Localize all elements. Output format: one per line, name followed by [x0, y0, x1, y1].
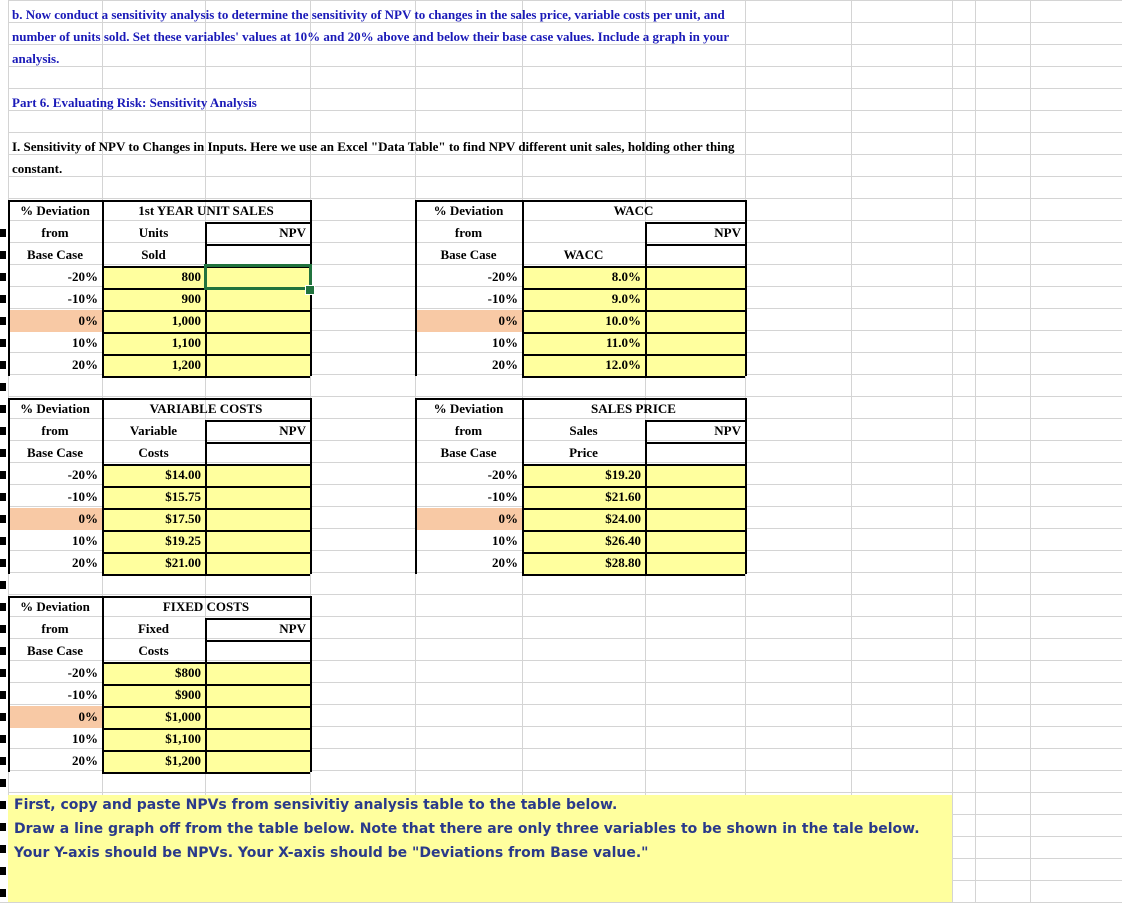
table-row-border — [102, 376, 310, 378]
unit_sales-input-cell: 1,100 — [171, 335, 201, 350]
grid-column-line — [952, 0, 953, 902]
unit_sales-title: 1st YEAR UNIT SALES — [138, 203, 274, 218]
note-line1: First, copy and paste NPVs from sensivitiy analysis table to the table below. — [14, 797, 618, 813]
grid-row-line — [0, 792, 1122, 793]
sales_price-title: SALES PRICE — [591, 401, 676, 416]
unit_sales-input-cell: 800 — [181, 269, 201, 284]
variable_costs-input-cell: $17.50 — [165, 511, 201, 526]
grid-row-line — [0, 66, 1122, 67]
row-number-stub — [0, 823, 6, 831]
table-row-border — [102, 772, 310, 774]
sales_price-input-cell: $24.00 — [605, 511, 641, 526]
instruction-note — [8, 795, 952, 902]
wacc-npv-cell[interactable] — [645, 266, 745, 288]
fixed_costs-npv-header: NPV — [279, 621, 306, 636]
deviation-cell: 20% — [492, 357, 518, 372]
fixed_costs-input-cell: $1,100 — [165, 731, 201, 746]
note-line3: Your Y-axis should be NPVs. Your X-axis should be "Deviations from Base value." — [14, 845, 649, 861]
fixed_costs-input-cell: $800 — [175, 665, 201, 680]
fixed_costs-npv-cell[interactable] — [205, 706, 310, 728]
deviation-cell: -10% — [487, 291, 518, 306]
row-number-stub — [0, 317, 6, 325]
wacc-input-cell: 11.0% — [605, 335, 641, 350]
wacc-input-cell: 10.0% — [605, 313, 641, 328]
row-number-stub — [0, 691, 6, 699]
table-border — [310, 398, 312, 574]
row-number-stub — [0, 471, 6, 479]
deviation-cell: 0% — [498, 511, 518, 526]
fixed_costs-npv-cell[interactable] — [205, 750, 310, 772]
sales_price-input-cell: $21.60 — [605, 489, 641, 504]
sales_price-pct-deviation-label: % Deviation — [433, 401, 504, 416]
sales_price-npv-header: NPV — [714, 423, 741, 438]
sales_price-input-cell: $26.40 — [605, 533, 641, 548]
row-number-stub — [0, 537, 6, 545]
sales_price-input-cell: $28.80 — [605, 555, 641, 570]
row-number-stub — [0, 361, 6, 369]
table-inner-border — [645, 442, 745, 444]
variable_costs-from-label: from — [41, 423, 69, 438]
unit_sales-input-cell: 900 — [181, 291, 201, 306]
table-border — [310, 596, 312, 772]
sales_price-base-case-label: Base Case — [440, 445, 497, 460]
unit_sales-input-cell: 1,000 — [171, 313, 201, 328]
row-number-stub — [0, 845, 6, 853]
grid-column-line — [1030, 0, 1031, 902]
grid-row-line — [0, 198, 1122, 199]
table-inner-border — [205, 442, 310, 444]
deviation-cell: 0% — [78, 511, 98, 526]
grid-row-line — [0, 0, 1122, 1]
sales_price-header-line2: Price — [569, 445, 598, 460]
deviation-cell: -10% — [487, 489, 518, 504]
deviation-cell: -10% — [67, 687, 98, 702]
deviation-cell: -20% — [487, 269, 518, 284]
grid-row-line — [0, 396, 1122, 397]
wacc-pct-deviation-label: % Deviation — [433, 203, 504, 218]
section-i-line2: constant. — [12, 161, 63, 176]
deviation-cell: 20% — [72, 753, 98, 768]
row-number-stub — [0, 251, 6, 259]
row-number-stub — [0, 581, 6, 589]
deviation-cell: -10% — [67, 489, 98, 504]
variable_costs-input-cell: $19.25 — [165, 533, 201, 548]
fixed_costs-base-case-label: Base Case — [27, 643, 83, 658]
grid-column-line — [851, 0, 852, 902]
variable_costs-header-line1: Variable — [129, 423, 178, 438]
row-number-stub — [0, 515, 6, 523]
variable_costs-npv-cell[interactable] — [205, 552, 310, 574]
deviation-cell: -20% — [67, 269, 98, 284]
grid-row-line — [0, 132, 1122, 133]
deviation-cell: -20% — [487, 467, 518, 482]
row-number-stub — [0, 295, 6, 303]
deviation-cell: 10% — [72, 533, 98, 548]
section-i-line1: I. Sensitivity of NPV to Changes in Inputs. Here we use an Excel "Data Table" to find NPV different unit sales, holding other thing — [12, 139, 735, 154]
sales_price-npv-cell[interactable] — [645, 486, 745, 508]
note-line2: Draw a line graph off from the table below. Note that there are only three variables to be shown in the tale below. — [14, 821, 920, 837]
deviation-cell: 0% — [78, 709, 98, 724]
fixed_costs-input-cell: $1,000 — [165, 709, 201, 724]
variable_costs-npv-cell[interactable] — [205, 530, 310, 552]
wacc-npv-cell[interactable] — [645, 310, 745, 332]
row-number-stub — [0, 339, 6, 347]
grid-column-line — [975, 0, 976, 902]
question-b-line2: number of units sold. Set these variables' values at 10% and 20% above and below their base case values. Include a graph in your — [12, 29, 730, 44]
row-number-stub — [0, 889, 6, 897]
fixed_costs-title: FIXED COSTS — [162, 599, 250, 614]
variable_costs-input-cell: $21.00 — [165, 555, 201, 570]
deviation-cell: 20% — [492, 555, 518, 570]
wacc-input-cell: 8.0% — [611, 269, 641, 284]
unit_sales-npv-cell[interactable] — [205, 288, 310, 310]
deviation-cell: 0% — [498, 313, 518, 328]
sales_price-header-line1: Sales — [569, 423, 598, 438]
wacc-npv-cell[interactable] — [645, 288, 745, 310]
unit_sales-npv-header: NPV — [279, 225, 306, 240]
variable_costs-npv-cell[interactable] — [205, 508, 310, 530]
unit_sales-header-line1: Units — [138, 225, 169, 240]
table-row-border — [522, 574, 745, 576]
fixed_costs-header-line2: Costs — [138, 643, 169, 658]
variable_costs-npv-cell[interactable] — [205, 464, 310, 486]
wacc-header-line2: WACC — [563, 247, 604, 262]
wacc-title: WACC — [613, 203, 654, 218]
deviation-cell: 10% — [72, 335, 98, 350]
part6-title: Part 6. Evaluating Risk: Sensitivity Analysis — [12, 95, 257, 110]
row-number-stub — [0, 405, 6, 413]
table-inner-border — [205, 244, 310, 246]
row-number-stub — [0, 757, 6, 765]
row-number-stub — [0, 867, 6, 875]
deviation-cell: 10% — [492, 533, 518, 548]
table-border — [745, 398, 747, 574]
row-number-stub — [0, 779, 6, 787]
table-row-border — [522, 376, 745, 378]
fixed_costs-pct-deviation-label: % Deviation — [20, 599, 90, 614]
sales_price-npv-cell[interactable] — [645, 530, 745, 552]
question-b-line1: b. Now conduct a sensitivity analysis to determine the sensitivity of NPV to changes in the sales price, variable costs per unit, and — [12, 7, 725, 22]
variable_costs-npv-cell[interactable] — [205, 486, 310, 508]
table-row-border — [102, 574, 310, 576]
variable_costs-pct-deviation-label: % Deviation — [20, 401, 90, 416]
row-number-stub — [0, 273, 6, 281]
sales_price-input-cell: $19.20 — [605, 467, 641, 482]
unit_sales-base-case-label: Base Case — [27, 247, 83, 262]
unit_sales-npv-cell[interactable] — [205, 354, 310, 376]
variable_costs-input-cell: $15.75 — [165, 489, 201, 504]
deviation-cell: -20% — [67, 665, 98, 680]
deviation-cell: -20% — [67, 467, 98, 482]
row-number-stub — [0, 647, 6, 655]
row-number-stub — [0, 625, 6, 633]
deviation-cell: 0% — [78, 313, 98, 328]
deviation-cell: 20% — [72, 555, 98, 570]
wacc-input-cell: 12.0% — [605, 357, 641, 372]
deviation-cell: 10% — [492, 335, 518, 350]
row-number-stub — [0, 713, 6, 721]
row-number-stub — [0, 493, 6, 501]
variable_costs-npv-header: NPV — [279, 423, 306, 438]
wacc-npv-cell[interactable] — [645, 332, 745, 354]
unit_sales-npv-cell[interactable] — [205, 332, 310, 354]
question-b-line3: analysis. — [12, 51, 60, 66]
wacc-npv-header: NPV — [714, 225, 741, 240]
row-number-stub — [0, 383, 6, 391]
fixed_costs-header-line1: Fixed — [137, 621, 170, 636]
sales_price-npv-cell[interactable] — [645, 464, 745, 486]
fixed_costs-npv-cell[interactable] — [205, 684, 310, 706]
active-cell-selection[interactable] — [204, 264, 312, 290]
row-number-stub — [0, 735, 6, 743]
fill-handle[interactable] — [305, 285, 315, 295]
row-number-stub — [0, 559, 6, 567]
fixed_costs-from-label: from — [41, 621, 69, 636]
deviation-cell: 10% — [72, 731, 98, 746]
grid-row-line — [0, 88, 1122, 89]
variable_costs-base-case-label: Base Case — [27, 445, 83, 460]
wacc-base-case-label: Base Case — [440, 247, 497, 262]
variable_costs-header-line2: Costs — [138, 445, 169, 460]
row-number-stub — [0, 449, 6, 457]
fixed_costs-npv-cell[interactable] — [205, 662, 310, 684]
row-number-stub — [0, 603, 6, 611]
variable_costs-title: VARIABLE COSTS — [149, 401, 263, 416]
grid-row-line — [0, 176, 1122, 177]
row-number-stub — [0, 229, 6, 237]
fixed_costs-npv-cell[interactable] — [205, 728, 310, 750]
table-border — [745, 200, 747, 376]
row-number-stub — [0, 427, 6, 435]
unit_sales-header-line2: Sold — [141, 247, 166, 262]
row-number-stub — [0, 801, 6, 809]
sales_price-npv-cell[interactable] — [645, 552, 745, 574]
wacc-input-cell: 9.0% — [611, 291, 641, 306]
unit_sales-from-label: from — [41, 225, 69, 240]
row-number-stub — [0, 669, 6, 677]
deviation-cell: 20% — [72, 357, 98, 372]
unit_sales-input-cell: 1,200 — [171, 357, 201, 372]
wacc-npv-cell[interactable] — [645, 354, 745, 376]
variable_costs-input-cell: $14.00 — [165, 467, 201, 482]
fixed_costs-input-cell: $1,200 — [165, 753, 201, 768]
grid-row-line — [0, 594, 1122, 595]
wacc-from-label: from — [454, 225, 483, 240]
sales_price-npv-cell[interactable] — [645, 508, 745, 530]
unit_sales-npv-cell[interactable] — [205, 310, 310, 332]
sales_price-from-label: from — [454, 423, 483, 438]
table-inner-border — [645, 244, 745, 246]
fixed_costs-input-cell: $900 — [175, 687, 201, 702]
table-inner-border — [205, 640, 310, 642]
unit_sales-pct-deviation-label: % Deviation — [20, 203, 90, 218]
deviation-cell: -10% — [67, 291, 98, 306]
